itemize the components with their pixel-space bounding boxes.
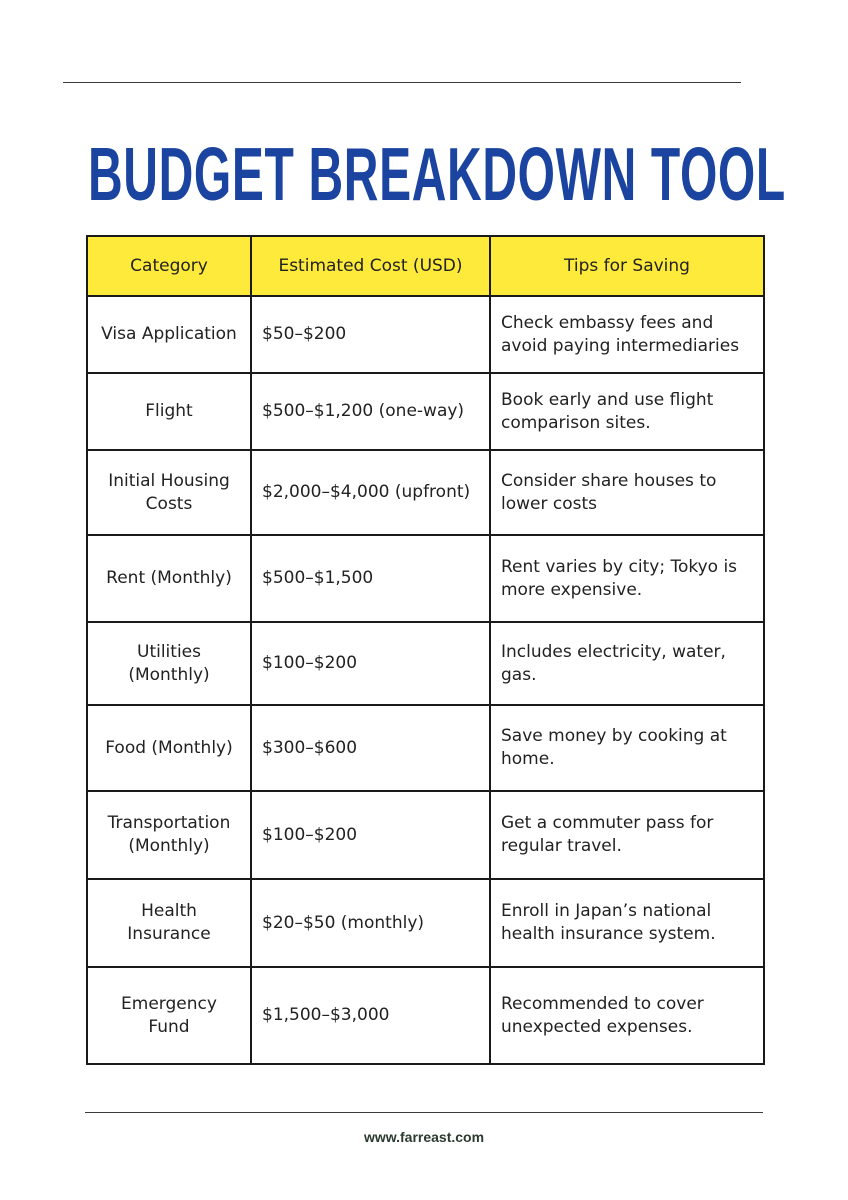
table-row (87, 622, 764, 705)
tip-cell: Includes electricity, water, gas. (490, 622, 764, 705)
cost-cell: $1,500–$3,000 (251, 967, 490, 1064)
tip-cell: Enroll in Japan’s national health insurance system. (490, 879, 764, 967)
cost-cell: $20–$50 (monthly) (251, 879, 490, 967)
website-link[interactable]: www.farreast.com (363, 1129, 485, 1145)
cost-cell: $2,000–$4,000 (upfront) (251, 450, 490, 535)
table-row (87, 791, 764, 879)
tip-cell: Save money by cooking at home. (490, 705, 764, 791)
tip-cell: Get a commuter pass for regular travel. (490, 791, 764, 879)
cost-cell: $100–$200 (251, 622, 490, 705)
category-cell: Utilities (Monthly) (87, 622, 251, 705)
category-cell: Visa Application (87, 296, 251, 373)
tip-cell: Book early and use flight comparison sites. (490, 373, 764, 450)
category-cell: Transportation (Monthly) (87, 791, 251, 879)
table-row (87, 296, 764, 373)
table-row (87, 705, 764, 791)
cost-cell: $50–$200 (251, 296, 490, 373)
column-header-category: Category (87, 236, 251, 296)
budget-table (86, 235, 765, 1065)
page-title: BUDGET BREAKDOWN TOOL (88, 132, 786, 216)
tip-cell: Check embassy fees and avoid paying intermediaries (490, 296, 764, 373)
category-cell: Food (Monthly) (87, 705, 251, 791)
cost-cell: $300–$600 (251, 705, 490, 791)
table-row (87, 373, 764, 450)
bottom-divider (85, 1112, 763, 1113)
cost-cell: $100–$200 (251, 791, 490, 879)
table-row (87, 450, 764, 535)
column-header-tips: Tips for Saving (490, 236, 764, 296)
tip-cell: Consider share houses to lower costs (490, 450, 764, 535)
tip-cell: Recommended to cover unexpected expenses. (490, 967, 764, 1064)
category-cell: Flight (87, 373, 251, 450)
category-cell: Health Insurance (87, 879, 251, 967)
category-cell: Rent (Monthly) (87, 535, 251, 622)
cost-cell: $500–$1,200 (one-way) (251, 373, 490, 450)
category-cell: Emergency Fund (87, 967, 251, 1064)
category-cell: Initial Housing Costs (87, 450, 251, 535)
column-header-estimated-cost: Estimated Cost (USD) (251, 236, 490, 296)
table-row (87, 879, 764, 967)
table-row (87, 535, 764, 622)
table-row (87, 967, 764, 1064)
table-header-row (87, 236, 764, 296)
top-divider (63, 82, 741, 83)
cost-cell: $500–$1,500 (251, 535, 490, 622)
tip-cell: Rent varies by city; Tokyo is more expensive. (490, 535, 764, 622)
